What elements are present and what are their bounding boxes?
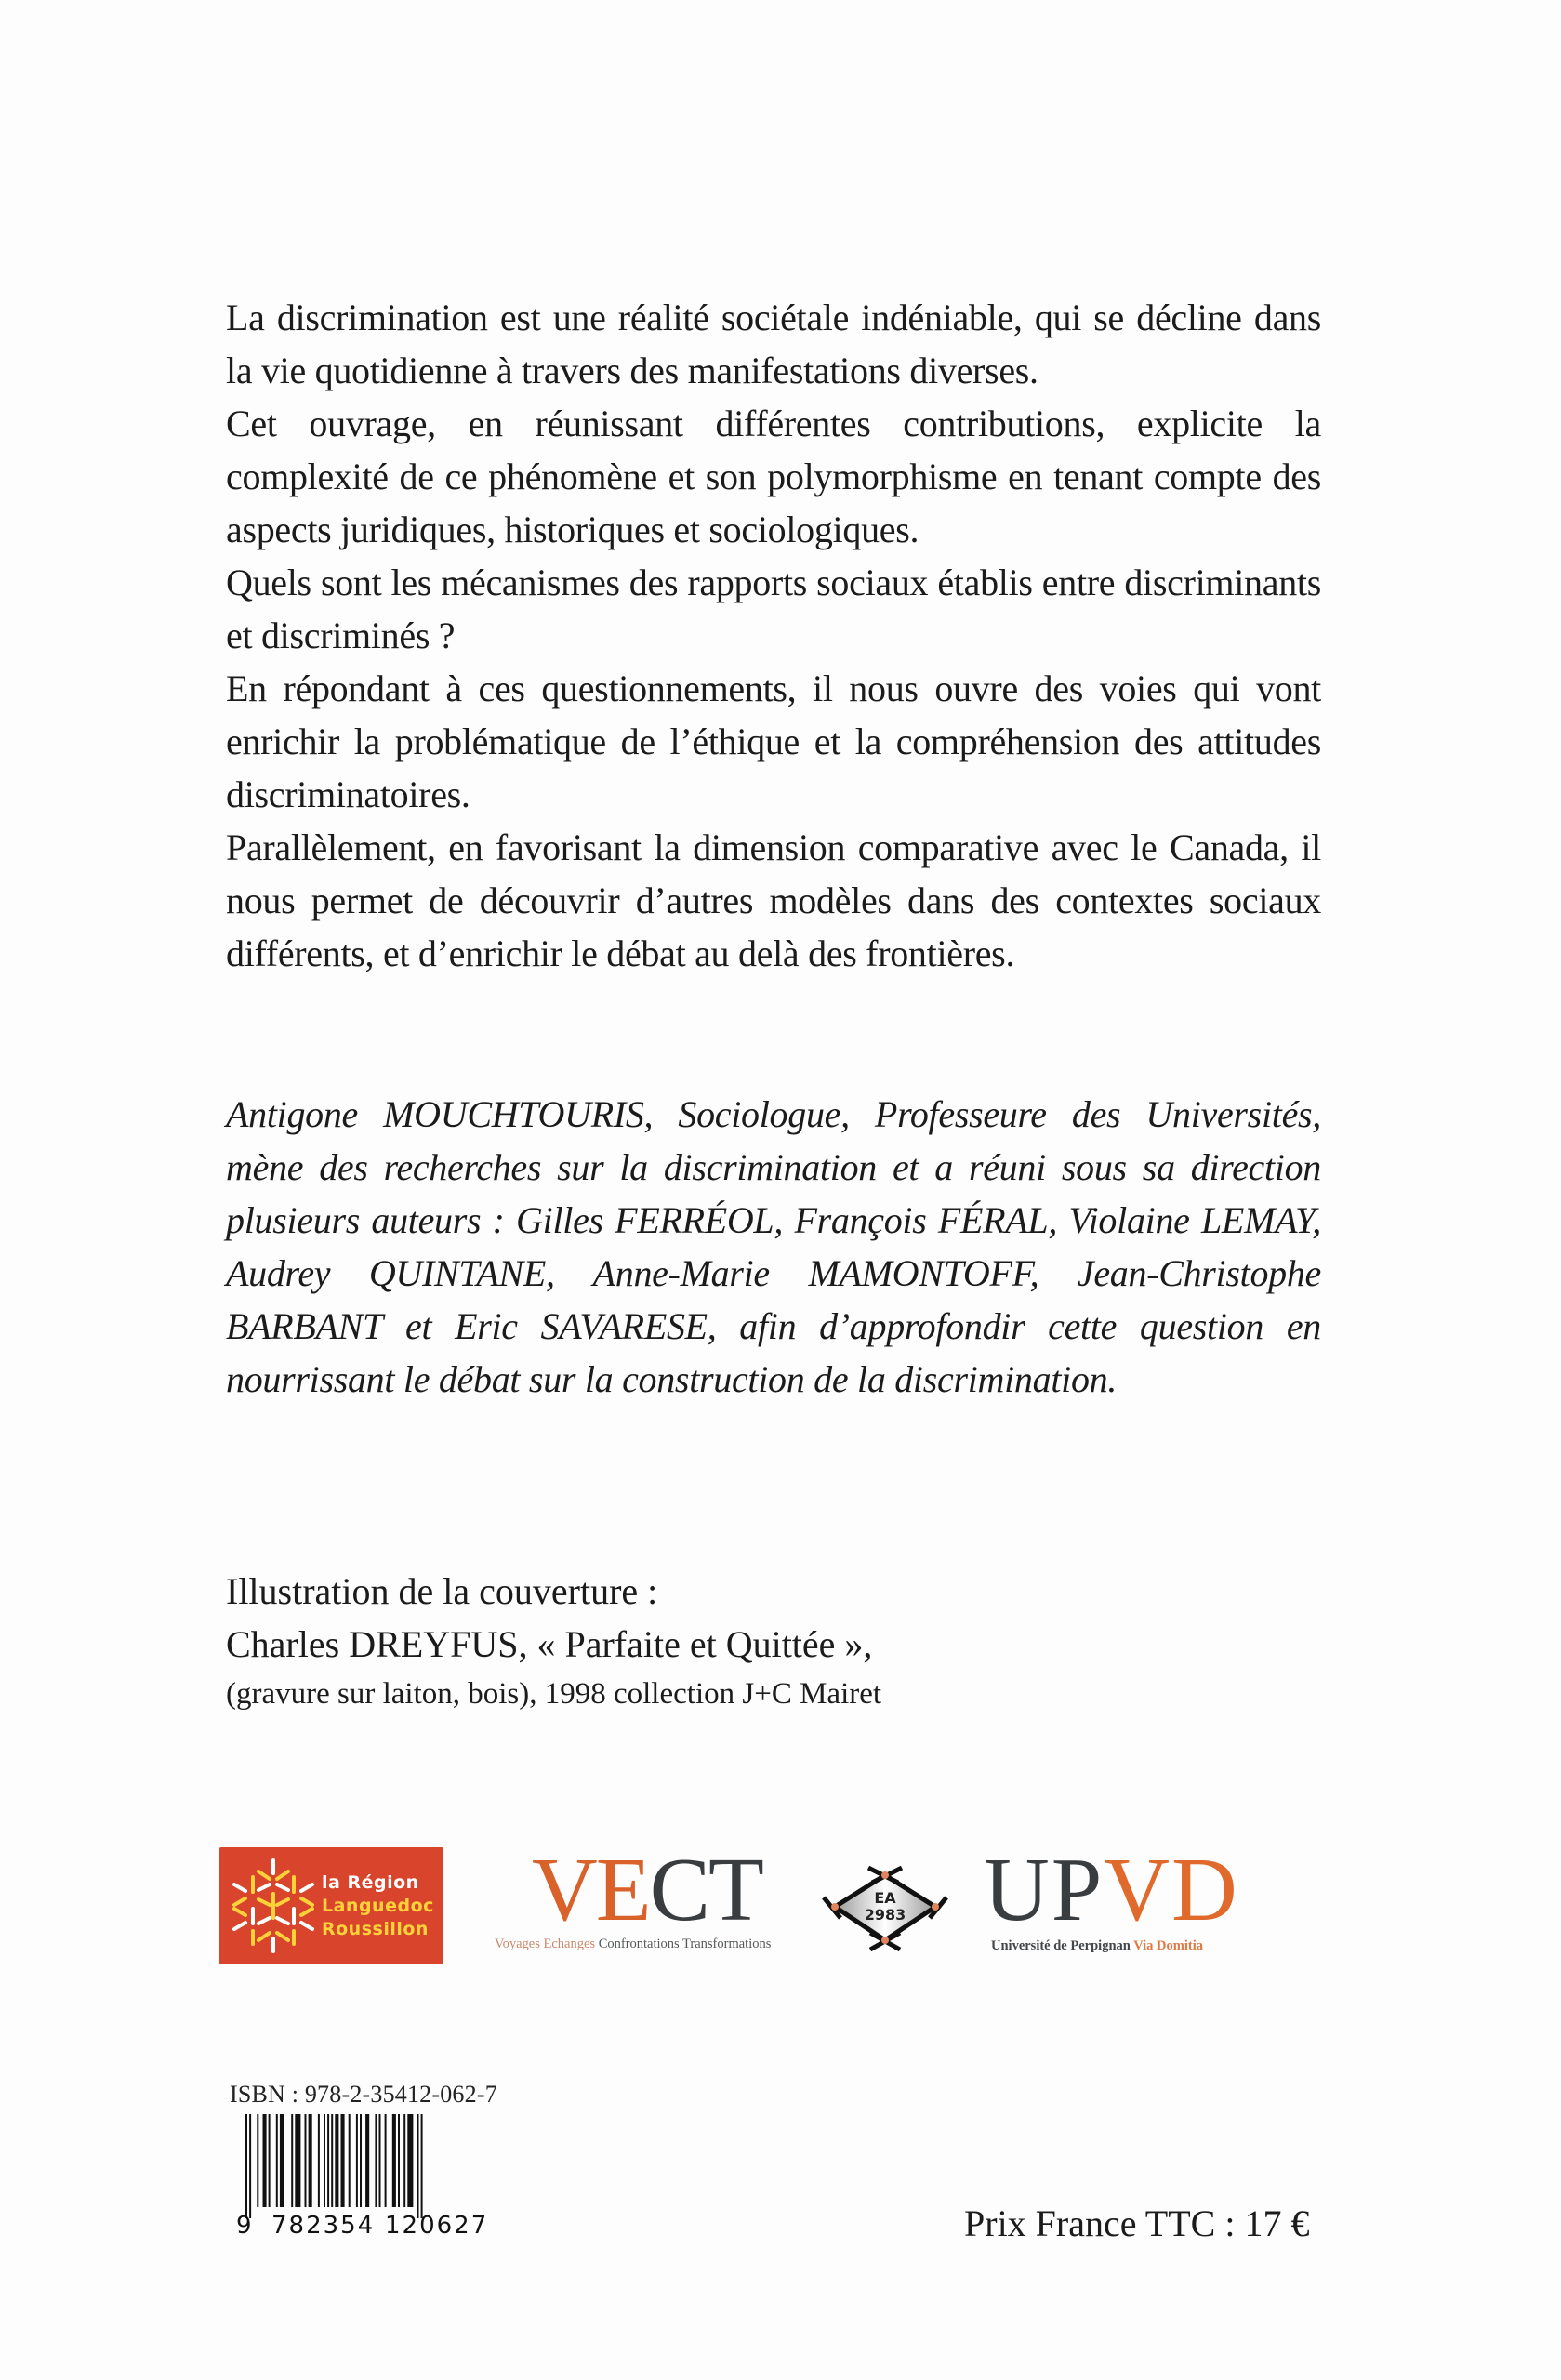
barcode-bar (375, 2114, 377, 2207)
cover-credit-artwork: Charles DREYFUS, « Parfaite et Quittée », (226, 1623, 873, 1665)
blurb-paragraph: La discrimination est une réalité sociétale indéniable, qui se décline dans la vie quotidienne à travers des manifestations diverses. (226, 297, 1321, 391)
region-logo-line: Languedoc (322, 1896, 434, 1916)
author-bio (226, 1088, 1321, 1406)
barcode-bar (318, 2114, 320, 2207)
region-logo-line: Roussillon (322, 1919, 429, 1939)
cover-credit-heading: Illustration de la couverture : (226, 1570, 658, 1612)
barcode-bars (245, 2114, 423, 2218)
blurb-paragraph: En répondant à ces questionnements, il nous ouvre des voies qui vont enrichir la problématique de l’éthique et la compréhension des attitudes discriminatoires. (226, 668, 1321, 815)
blurb-text (226, 291, 1321, 980)
barcode-bar (349, 2114, 351, 2207)
barcode-bar (385, 2114, 387, 2207)
blurb-paragraph: Parallèlement, en favorisant la dimension comparative avec le Canada, il nous permet de découvrir d’autres modèles dans des contextes sociaux différents, et d’enrichir le débat au delà des frontières. (226, 826, 1321, 974)
barcode-digits-left: 782354 (271, 2212, 376, 2240)
barcode-bar (365, 2114, 369, 2207)
vect-subtitle-dark: Confrontations Transformations (598, 1937, 772, 1951)
barcode-bar (379, 2114, 381, 2207)
author-bio-text: Antigone MOUCHTOURIS, Sociologue, Professeure des Universités, mène des recherches sur la discrimination et a réuni sous sa direction plusieurs auteurs : Gilles FERRÉOL, François FÉRAL, Violaine LEMAY, Audrey QUINTANE, Anne-Marie MAMONTOFF, Jean-Christophe BARBANT et Eric SAVARESE, afin d’approfondir cette question en nourrissant le débat sur la construction de la discrimination. (226, 1093, 1321, 1400)
barcode-digits-right: 120627 (385, 2212, 489, 2240)
upvd-subtitle (991, 1938, 1203, 1954)
barcode-bar (360, 2114, 362, 2207)
upvd-logo (984, 1840, 1253, 1957)
barcode-digit-first: 9 (236, 2212, 252, 2240)
ea-badge-line1: EA (874, 1889, 896, 1907)
upvd-subtitle-orange: Via Domitia (1133, 1938, 1203, 1953)
barcode-bar (305, 2114, 307, 2207)
isbn-label: ISBN : 978-2-35412-062-7 (230, 2081, 497, 2108)
vect-logo (495, 1840, 959, 1957)
region-logo-line: la Région (322, 1872, 419, 1893)
barcode-bar (269, 2114, 271, 2207)
barcode-bar (263, 2114, 267, 2207)
barcode-bar (245, 2114, 247, 2218)
barcode-bar (417, 2114, 419, 2218)
barcode-bar (309, 2114, 312, 2207)
ea-diamond-icon (820, 1866, 950, 1951)
barcode-bar (407, 2114, 413, 2207)
cover-credit-details: (gravure sur laiton, bois), 1998 collection J+C Mairet (226, 1677, 882, 1711)
vect-wordmark-orange: VE (532, 1840, 650, 1940)
barcode-bar (341, 2114, 345, 2207)
barcode-bar (398, 2114, 400, 2207)
ea-badge-line2: 2983 (864, 1906, 906, 1924)
upvd-wordmark-dark: UP (984, 1840, 1105, 1940)
barcode-bar (356, 2114, 358, 2207)
barcode-bar (257, 2114, 258, 2207)
upvd-subtitle-dark: Université de Perpignan (991, 1938, 1131, 1953)
region-snowflake-icon (229, 1857, 322, 1955)
barcode-bar (335, 2114, 338, 2207)
vect-wordmark-dark: CT (649, 1840, 762, 1940)
barcode-bar (403, 2114, 405, 2207)
barcode-bar (421, 2114, 423, 2218)
barcode-bar (324, 2114, 325, 2207)
barcode-bar (291, 2114, 293, 2207)
isbn-barcode (232, 2114, 511, 2240)
barcode-bar (249, 2114, 251, 2218)
cover-credit (226, 1565, 881, 1717)
blurb-paragraph: Cet ouvrage, en réunissant différentes contributions, explicite la complexité de ce phénomène et son polymorphisme en tenant compte des aspects juridiques, historiques et sociologiques. (226, 403, 1321, 550)
price-label: Prix France TTC : 17 € (964, 2202, 1310, 2244)
blurb-paragraph: Quels sont les mécanismes des rapports sociaux établis entre discriminants et discriminés ? (226, 562, 1321, 656)
region-logo-text (322, 1871, 434, 1941)
vect-wordmark (532, 1840, 762, 1940)
barcode-bar (331, 2114, 333, 2207)
barcode-bar (280, 2114, 284, 2207)
region-languedoc-roussillon-logo (219, 1847, 443, 1964)
barcode-bar (295, 2114, 300, 2207)
upvd-wordmark (984, 1840, 1239, 1940)
upvd-wordmark-orange: VD (1104, 1840, 1239, 1940)
vect-subtitle-orange: Voyages Echanges (495, 1937, 596, 1951)
barcode-bar (392, 2114, 396, 2207)
barcode-bar (276, 2114, 278, 2207)
vect-subtitle (495, 1937, 771, 1952)
barcode-bar (327, 2114, 329, 2207)
